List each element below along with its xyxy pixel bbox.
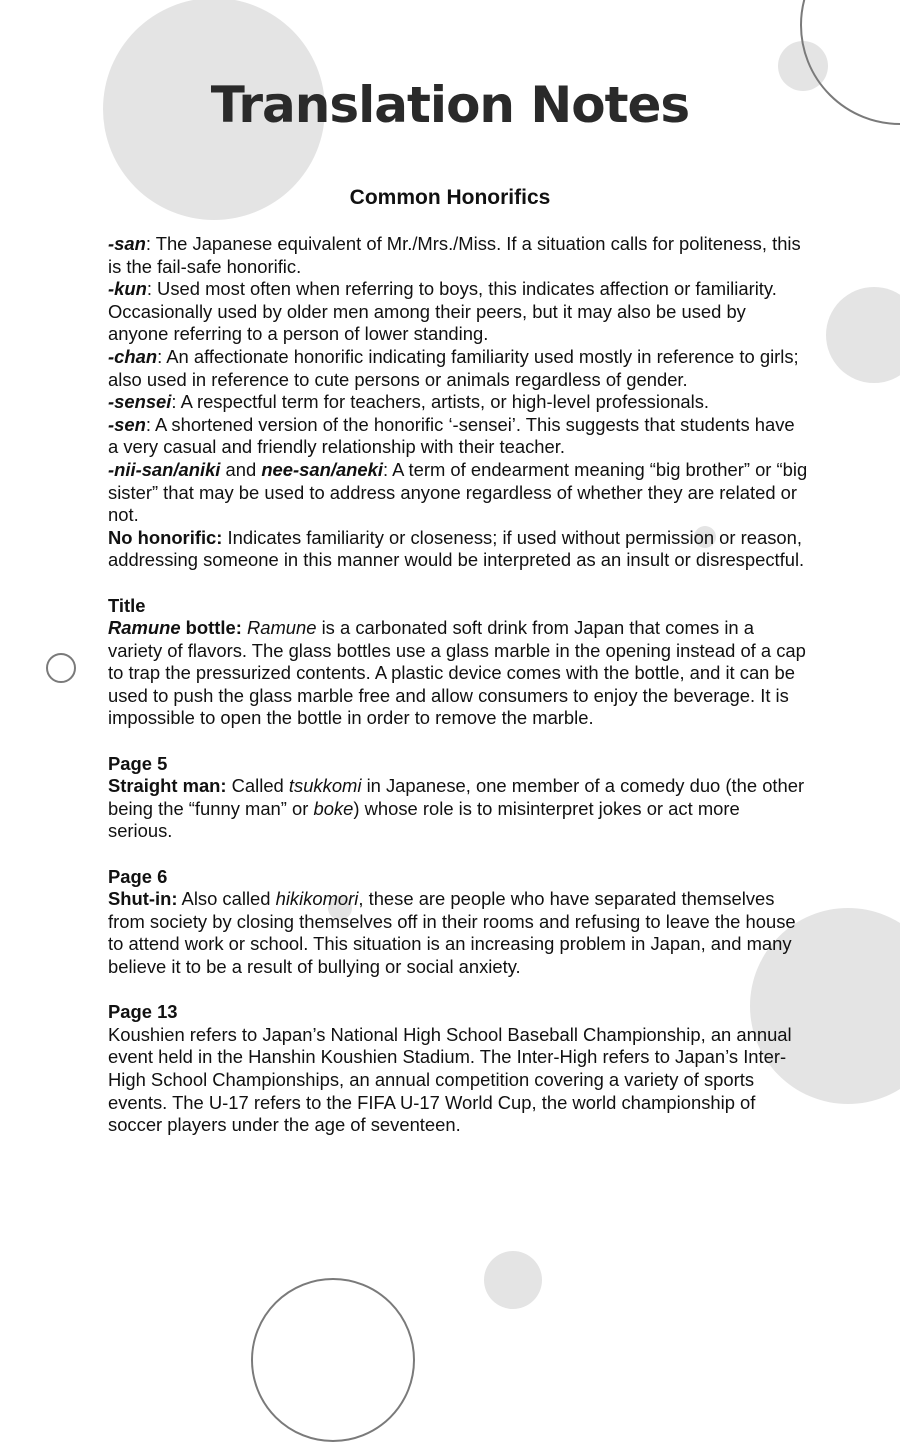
italic-word: Ramune	[241, 617, 317, 639]
italic-word: boke	[313, 797, 354, 819]
definition: Indicates familiarity or closeness; if used without permission or reason, addressing someone in this manner would be interpreted as an insult or disrespectful.	[108, 526, 805, 571]
term: -kun	[108, 278, 147, 300]
notes-body	[108, 233, 808, 1137]
decorative-circle-bottom	[484, 1251, 542, 1309]
term: -sen	[108, 413, 146, 435]
honorific-entry	[108, 414, 808, 459]
text-fragment: ) whose role is to misinterpret jokes or act more serious.	[108, 797, 740, 842]
definition: : A respectful term for teachers, artists, or high-level professionals.	[171, 391, 710, 413]
note-entry-straight-man	[108, 775, 808, 843]
term: -chan	[108, 345, 158, 367]
honorific-entry	[108, 346, 808, 391]
definition: : The Japanese equivalent of Mr./Mrs./Miss. If a situation calls for politeness, this is the fail-safe honorific.	[108, 233, 801, 277]
section-heading-page-13: Page 13	[108, 1001, 178, 1023]
definition: : Used most often when referring to boys, this indicates affection or familiarity. Occasionally used by older men among their peers, but it may also be used by anyone referring to a person of lower standing.	[108, 278, 777, 345]
italic-word: hikikomori	[275, 888, 359, 910]
section-heading-page-5: Page 5	[108, 752, 168, 774]
honorific-entry	[108, 459, 808, 527]
joiner: and	[220, 458, 262, 480]
page-title: Translation Notes	[210, 76, 690, 134]
term: nee-san/aneki	[261, 458, 383, 480]
note-entry-ramune	[108, 617, 808, 730]
text-fragment: Also called	[177, 888, 276, 910]
term: No honorific:	[108, 526, 223, 548]
note-entry-koushien: Koushien refers to Japan’s National High School Baseball Championship, an annual event held in the Hanshin Koushien Stadium. The Inter-High refers to Japan’s Inter-High School Championships, an annual competition covering a variety of sports events. The U-17 refers to the FIFA U-17 World Cup, the world championship of soccer players under the age of seventeen.	[108, 1023, 792, 1136]
honorific-entry	[108, 527, 808, 572]
term: Ramune	[108, 617, 181, 639]
honorific-entry	[108, 233, 808, 278]
text-fragment: Called	[226, 775, 289, 797]
text-fragment: , these are people who have separated themselves from society by closing themselves off in their rooms and refusing to leave the house to attend work or school. This situation is an increasing problem in Japan, and many believe it to be a result of bullying or social anxiety.	[108, 888, 796, 977]
definition: is a carbonated soft drink from Japan that comes in a variety of flavors. The glass bottles use a glass marble in the opening instead of a cap to trap the pressurized contents. A plastic device comes with the bottle, and it can be used to push the glass marble free and allow consumers to enjoy the beverage. It is impossible to open the bottle in order to remove the marble.	[108, 617, 806, 729]
note-entry-shut-in	[108, 888, 808, 978]
term: Straight man:	[108, 775, 227, 797]
text-fragment: in Japanese, one member of a comedy duo (the other being the “funny man” or	[108, 775, 805, 819]
decorative-ring-bottom	[251, 1278, 415, 1442]
definition: : An affectionate honorific indicating familiarity used mostly in reference to girls; also used in reference to cute persons or animals regardless of gender.	[108, 345, 799, 390]
decorative-circle-right-mid	[826, 287, 900, 383]
italic-word: tsukkomi	[288, 775, 362, 797]
definition: : A term of endearment meaning “big brother” or “big sister” that may be used to address anyone regardless of whether they are related or not.	[108, 458, 808, 526]
decorative-ring-left	[46, 653, 76, 683]
honorific-entry	[108, 391, 808, 414]
term: Shut-in:	[108, 888, 178, 910]
section-heading-common-honorifics: Common Honorifics	[349, 186, 551, 209]
section-heading-page-6: Page 6	[108, 865, 168, 887]
term: -nii-san/aniki	[108, 458, 221, 480]
term-rest: bottle:	[180, 617, 242, 639]
section-heading-title: Title	[108, 594, 146, 616]
term: -san	[108, 233, 146, 254]
definition: : A shortened version of the honorific ‘-sensei’. This suggests that students have a very casual and friendly relationship with their teacher.	[108, 413, 795, 458]
term: -sensei	[108, 391, 172, 413]
honorific-entry	[108, 278, 808, 346]
